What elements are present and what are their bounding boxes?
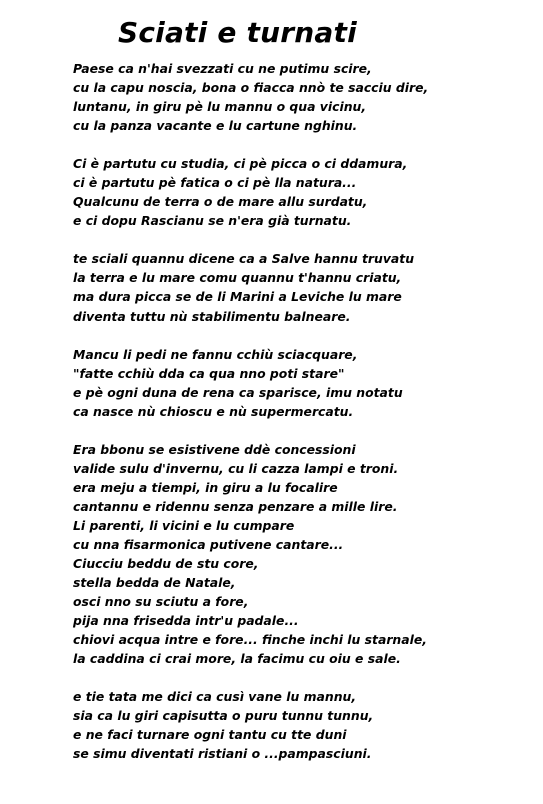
poem-line: Qualcunu de terra o de mare allu surdatu, xyxy=(73,194,368,210)
stanza-break xyxy=(73,668,533,687)
poem-line: osci nno su sciutu a fore, xyxy=(73,594,249,610)
poem-line: valide sulu d'invernu, cu li cazza lampi e troni. xyxy=(73,460,399,476)
poem-line: te sciali quannu dicene ca a Salve hannu truvatu xyxy=(73,251,415,267)
poem-line: sia ca lu giri capisutta o puru tunnu tunnu, xyxy=(73,708,374,724)
stanza xyxy=(73,345,533,421)
poem-line: cu nna fisarmonica putivene cantare... xyxy=(73,536,344,552)
poem-title: Sciati e turnati xyxy=(118,16,357,49)
poem-line: la terra e lu mare comu quannu t'hannu criatu, xyxy=(73,270,402,286)
poem-line: Ciucciu beddu de stu core, xyxy=(73,556,259,572)
poem-line: Ci è partutu cu studia, ci pè picca o ci ddamura, xyxy=(73,156,408,172)
poem-line: Paese ca n'hai svezzati cu ne putimu scire, xyxy=(73,61,372,76)
stanza xyxy=(73,154,533,230)
poem-line: Mancu li pedi ne fannu cchiù sciacquare, xyxy=(73,346,358,362)
poem-line: se simu diventati ristiani o ...pampasciuni. xyxy=(73,746,372,762)
poem-line: ci è partutu pè fatica o ci pè lla natura... xyxy=(73,175,357,191)
stanza-break xyxy=(73,135,533,154)
poem-line: e pè ogni duna de rena ca sparisce, imu notatu xyxy=(73,384,403,400)
poem-line: Era bbonu se esistivene ddè concessioni xyxy=(73,441,356,457)
poem-line: pija nna frisedda intr'u padale... xyxy=(73,613,299,629)
poem-line: Li parenti, li vicini e lu cumpare xyxy=(73,517,295,533)
poem-line: la caddina ci crai more, la facimu cu oiu e sale. xyxy=(73,651,401,667)
poem-line: diventa tuttu nù stabilimentu balneare. xyxy=(73,308,351,324)
poem-line: e tie tata me dici ca cusì vane lu mannu, xyxy=(73,689,357,705)
stanza-break xyxy=(73,326,533,345)
poem-line: e ne faci turnare ogni tantu cu tte duni xyxy=(73,727,347,743)
poem-line: luntanu, in giru pè lu mannu o qua vicinu, xyxy=(73,99,367,115)
stanza-break xyxy=(73,421,533,440)
poem-line: cu la panza vacante e lu cartune nghinu. xyxy=(73,118,358,134)
poem-line: "fatte cchiù dda ca qua nno poti stare" xyxy=(73,365,345,381)
stanza xyxy=(73,59,533,135)
poem-body xyxy=(73,59,533,764)
poem-line: e ci dopu Rascianu se n'era già turnatu. xyxy=(73,213,352,229)
poem-line: era meju a tiempi, in giru a lu focalire xyxy=(73,479,338,495)
poem-line: ca nasce nù chioscu e nù supermercatu. xyxy=(73,403,354,419)
poem-line: cantannu e ridennu senza penzare a mille lire. xyxy=(73,498,398,514)
poem-line: ma dura picca se de li Marini a Leviche lu mare xyxy=(73,289,402,305)
stanza xyxy=(73,687,533,763)
stanza xyxy=(73,249,533,325)
stanza xyxy=(73,440,533,669)
poem-line: chiovi acqua intre e fore... finche inchi lu starnale, xyxy=(73,632,427,648)
poem-line: stella bedda de Natale, xyxy=(73,575,236,591)
poem-line: cu la capu noscia, bona o fiacca nnò te sacciu dire, xyxy=(73,80,429,96)
stanza-break xyxy=(73,230,533,249)
